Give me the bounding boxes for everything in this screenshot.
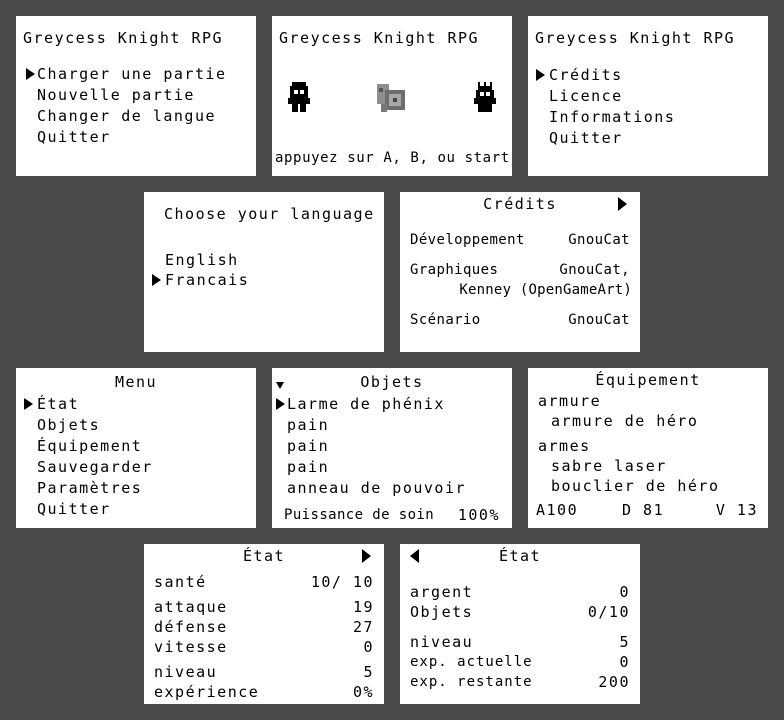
stat-value: 0 <box>619 583 630 601</box>
item-entry[interactable]: pain <box>287 458 330 476</box>
menu-item-credits[interactable]: Crédits <box>549 66 623 84</box>
press-start-prompt: appuyez sur A, B, ou start <box>275 150 510 166</box>
game-title: Greycess Knight RPG <box>279 29 480 47</box>
stat-label: expérience <box>154 683 260 701</box>
stat-label: santé <box>154 573 207 591</box>
item-entry[interactable]: Larme de phénix <box>287 395 445 413</box>
menu-item-quit[interactable]: Quitter <box>549 129 623 147</box>
stat-label: exp. actuelle <box>410 654 533 670</box>
game-title: Greycess Knight RPG <box>535 29 736 47</box>
attack-stat: A100 <box>536 501 579 519</box>
status-title: État <box>498 547 542 565</box>
stat-label: exp. restante <box>410 674 533 690</box>
weapons-label: armes <box>538 437 591 455</box>
credit-value: GnouCat, <box>559 262 630 278</box>
menu-item-status[interactable]: État <box>37 395 80 413</box>
stat-value: 5 <box>363 663 374 681</box>
selection-cursor-icon <box>276 398 285 410</box>
stat-label: Objets <box>410 603 474 621</box>
language-title: Choose your language <box>164 205 375 223</box>
splash-panel <box>272 16 512 176</box>
menu-item-quit[interactable]: Quitter <box>37 500 111 518</box>
selection-cursor-icon <box>24 398 33 410</box>
princess-icon <box>472 82 498 112</box>
pause-menu-panel <box>16 368 256 528</box>
credits-panel <box>400 192 640 352</box>
stat-value: 5 <box>619 633 630 651</box>
stat-label: niveau <box>410 633 474 651</box>
status-panel-2 <box>400 544 640 704</box>
speed-stat: V 13 <box>715 501 758 519</box>
selection-cursor-icon <box>26 68 35 80</box>
stat-value: 19 <box>352 598 374 616</box>
armored-creature-icon <box>375 82 409 114</box>
credit-value: Kenney (OpenGameArt) <box>459 282 632 298</box>
stat-label: défense <box>154 618 228 636</box>
stat-value: 0% <box>352 683 374 701</box>
items-panel <box>272 368 512 528</box>
stat-value: 10/ 10 <box>310 573 374 591</box>
items-title: Objets <box>360 373 424 391</box>
extras-menu-panel <box>528 16 768 176</box>
next-page-arrow-icon[interactable] <box>618 197 627 211</box>
credit-label: Scénario <box>410 312 481 328</box>
credit-value: GnouCat <box>568 232 630 248</box>
item-entry[interactable]: pain <box>287 416 330 434</box>
credit-label: Graphiques <box>410 262 499 278</box>
item-entry[interactable]: anneau de pouvoir <box>287 479 467 497</box>
status-title: État <box>242 547 286 565</box>
knight-icon <box>286 82 312 112</box>
menu-item-save[interactable]: Sauvegarder <box>37 458 153 476</box>
language-panel <box>144 192 384 352</box>
selection-cursor-icon <box>152 274 161 286</box>
stat-label: attaque <box>154 598 228 616</box>
stat-value: 0/10 <box>587 603 630 621</box>
menu-item-info[interactable]: Informations <box>549 108 676 126</box>
status-panel-1 <box>144 544 384 704</box>
menu-item-new-game[interactable]: Nouvelle partie <box>37 86 195 104</box>
stat-value: 200 <box>598 673 630 691</box>
selection-cursor-icon <box>536 69 545 81</box>
language-option-english[interactable]: English <box>165 251 239 269</box>
menu-item-quit[interactable]: Quitter <box>37 128 111 146</box>
stat-value: 27 <box>352 618 374 636</box>
armor-item[interactable]: armure de héro <box>551 412 699 430</box>
menu-item-language[interactable]: Changer de langue <box>37 107 217 125</box>
equipment-panel <box>528 368 768 528</box>
title-menu-panel <box>16 16 256 176</box>
menu-item-settings[interactable]: Paramètres <box>37 479 143 497</box>
credits-title: Crédits <box>483 195 557 213</box>
equipment-title: Équipement <box>595 371 701 389</box>
defense-stat: D 81 <box>622 501 665 519</box>
weapon-item[interactable]: sabre laser <box>551 457 667 475</box>
game-title: Greycess Knight RPG <box>23 29 224 47</box>
language-option-francais[interactable]: Francais <box>165 271 250 289</box>
menu-item-license[interactable]: Licence <box>549 87 623 105</box>
weapon-item[interactable]: bouclier de héro <box>551 477 720 495</box>
stat-label: vitesse <box>154 638 228 656</box>
stat-value: 0 <box>619 653 630 671</box>
menu-item-items[interactable]: Objets <box>37 416 101 434</box>
item-entry[interactable]: pain <box>287 437 330 455</box>
stat-label: niveau <box>154 663 218 681</box>
heal-power-label: Puissance de soin <box>284 507 435 523</box>
armor-label: armure <box>538 392 602 410</box>
menu-title: Menu <box>114 373 158 391</box>
credit-label: Développement <box>410 232 525 248</box>
menu-item-equipment[interactable]: Équipement <box>37 437 143 455</box>
menu-item-load[interactable]: Charger une partie <box>37 65 227 83</box>
stat-value: 0 <box>363 638 374 656</box>
credit-value: GnouCat <box>568 312 630 328</box>
stat-label: argent <box>410 583 474 601</box>
next-page-arrow-icon[interactable] <box>362 549 371 563</box>
heal-power-value: 100% <box>457 506 500 524</box>
